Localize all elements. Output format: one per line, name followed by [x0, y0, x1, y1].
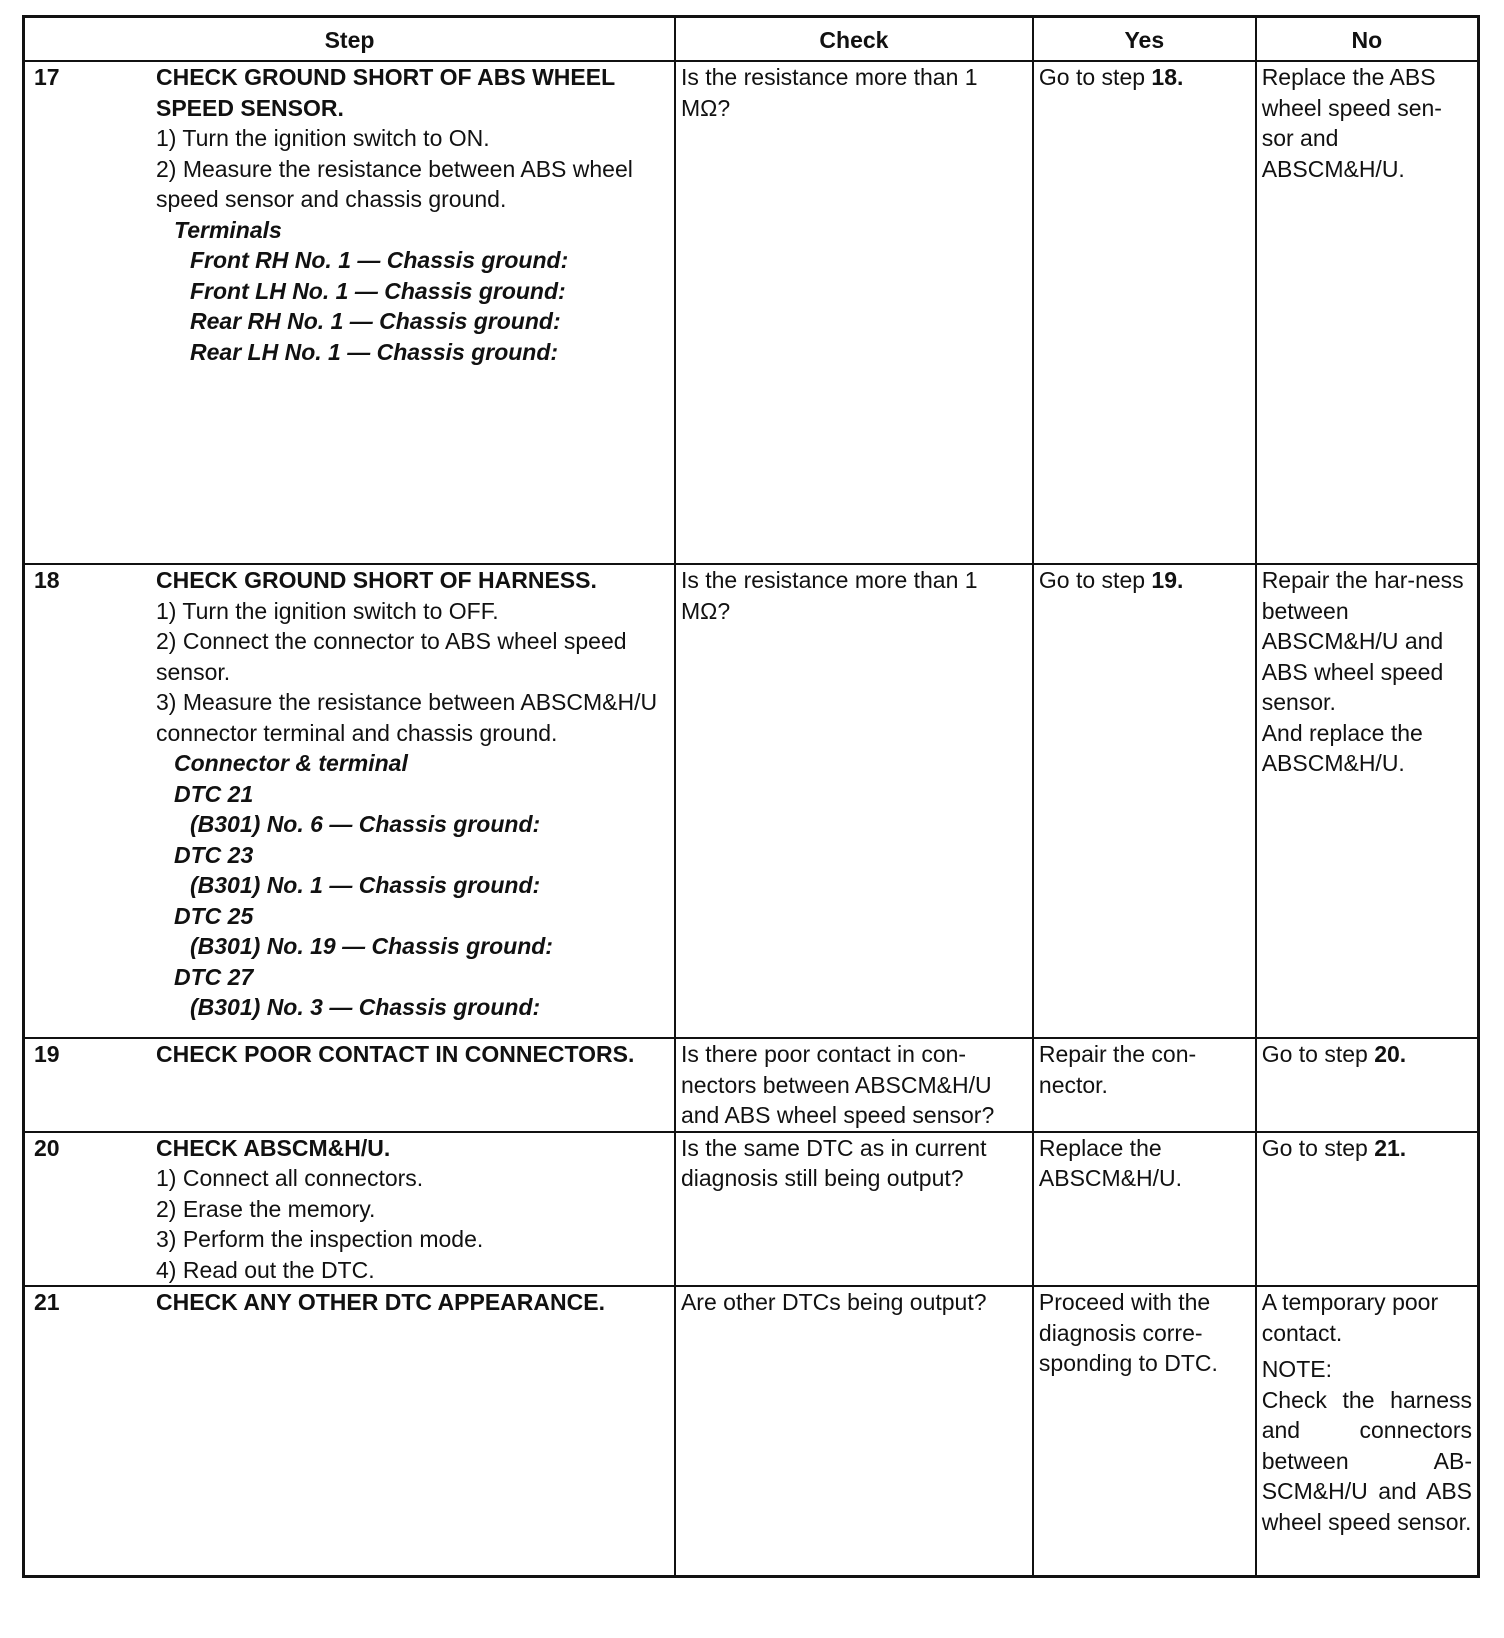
spec-line: (B301) No. 19 — Chassis ground:: [190, 933, 553, 959]
check-cell: Is the resistance more than 1 MΩ?: [675, 61, 1033, 564]
next-step-ref: 21.: [1374, 1134, 1407, 1161]
header-row: [24, 17, 1479, 62]
yes-text: Go to step: [1038, 567, 1152, 593]
table-row: [24, 61, 1479, 564]
procedure-line: 2) Erase the memory.: [156, 1195, 376, 1222]
step-cell: [24, 1038, 675, 1132]
step-cell: [24, 1286, 675, 1576]
spec-line: Front LH No. 1 — Chassis ground:: [190, 277, 566, 304]
step-number: 20: [34, 1134, 60, 1161]
step-number: 18: [34, 567, 60, 593]
check-cell: Is there poor contact in con-nectors between ABSCM&H/U and ABS wheel speed sensor?: [675, 1038, 1033, 1132]
header-check: Check: [675, 17, 1033, 62]
yes-cell: Replace the ABSCM&H/U.: [1033, 1132, 1256, 1287]
spec-heading: Terminals: [174, 216, 282, 243]
table-row: [24, 1286, 1479, 1576]
no-text: Go to step: [1261, 1041, 1375, 1067]
procedure-line: 2) Measure the resistance between ABS wheel speed sensor and chassis ground.: [156, 155, 633, 212]
header-step: Step: [24, 17, 675, 62]
no-cell: Replace the ABS wheel speed sen-sor and ABSCM&H/U.: [1256, 61, 1479, 564]
yes-text: Go to step: [1038, 64, 1152, 90]
check-cell: Is the resistance more than 1 MΩ?: [675, 564, 1033, 1038]
procedure-line: 4) Read out the DTC.: [156, 1256, 375, 1283]
spec-line: (B301) No. 1 — Chassis ground:: [190, 872, 541, 898]
spec-line: Front RH No. 1 — Chassis ground:: [190, 247, 569, 273]
procedure-line: 3) Perform the inspection mode.: [156, 1226, 484, 1252]
header-yes: Yes: [1033, 17, 1256, 62]
dtc-label: DTC 23: [174, 841, 254, 868]
step-cell: [24, 564, 675, 1038]
dtc-label: DTC 27: [174, 963, 254, 990]
procedure-line: 1) Turn the ignition switch to OFF.: [156, 597, 499, 624]
check-cell: Are other DTCs being output?: [675, 1286, 1033, 1576]
note-text: Check the harness and connectors between AB-SCM&H/U and ABS wheel speed sensor.: [1261, 1386, 1472, 1535]
step-title: CHECK GROUND SHORT OF ABS WHEEL SPEED SENSOR.: [156, 64, 615, 121]
yes-cell: Proceed with the diagnosis corre-sponding to DTC.: [1033, 1286, 1256, 1576]
next-step-ref: 20.: [1374, 1041, 1407, 1067]
procedure-line: 1) Turn the ignition switch to ON.: [156, 125, 490, 151]
step-number: 17: [34, 64, 60, 90]
step-title: CHECK GROUND SHORT OF HARNESS.: [156, 567, 597, 593]
no-text: Go to step: [1261, 1134, 1375, 1161]
table-row: [24, 564, 1479, 1038]
diagnostic-table: [22, 15, 1480, 1578]
spec-line: (B301) No. 6 — Chassis ground:: [190, 811, 541, 837]
step-cell: [24, 1132, 675, 1287]
table-row: [24, 1132, 1479, 1287]
yes-cell: [1033, 61, 1256, 564]
note-label: NOTE:: [1261, 1356, 1332, 1382]
step-title: CHECK POOR CONTACT IN CONNECTORS.: [156, 1041, 635, 1067]
header-no: No: [1256, 17, 1479, 62]
next-step-ref: 18.: [1151, 64, 1184, 90]
no-cell: [1256, 1132, 1479, 1287]
procedure-line: 1) Connect all connectors.: [156, 1165, 424, 1191]
step-cell: [24, 61, 675, 564]
step-title: CHECK ANY OTHER DTC APPEARANCE.: [156, 1289, 605, 1315]
no-text: A temporary poor contact.: [1261, 1289, 1439, 1346]
no-cell: [1256, 1286, 1479, 1576]
step-title: CHECK ABSCM&H/U.: [156, 1134, 391, 1161]
spec-line: Rear RH No. 1 — Chassis ground:: [190, 308, 561, 334]
yes-cell: Repair the con-nector.: [1033, 1038, 1256, 1132]
spec-line: (B301) No. 3 — Chassis ground:: [190, 994, 541, 1020]
procedure-line: 2) Connect the connector to ABS wheel speed sensor.: [156, 628, 627, 685]
no-text: And replace the ABSCM&H/U.: [1261, 719, 1423, 776]
step-number: 19: [34, 1041, 60, 1067]
spec-heading: Connector & terminal: [174, 750, 408, 776]
no-cell: [1256, 1038, 1479, 1132]
step-number: 21: [34, 1289, 60, 1315]
next-step-ref: 19.: [1151, 567, 1184, 593]
spec-line: Rear LH No. 1 — Chassis ground:: [190, 338, 559, 365]
check-cell: Is the same DTC as in current diagnosis still being output?: [675, 1132, 1033, 1287]
dtc-label: DTC 21: [174, 780, 254, 807]
yes-cell: [1033, 564, 1256, 1038]
dtc-label: DTC 25: [174, 902, 254, 929]
no-cell: [1256, 564, 1479, 1038]
no-text: Repair the har-ness between ABSCM&H/U and ABS wheel speed sensor.: [1261, 567, 1464, 715]
table-row: [24, 1038, 1479, 1132]
procedure-line: 3) Measure the resistance between ABSCM&H/U connector terminal and chassis ground.: [156, 689, 658, 746]
